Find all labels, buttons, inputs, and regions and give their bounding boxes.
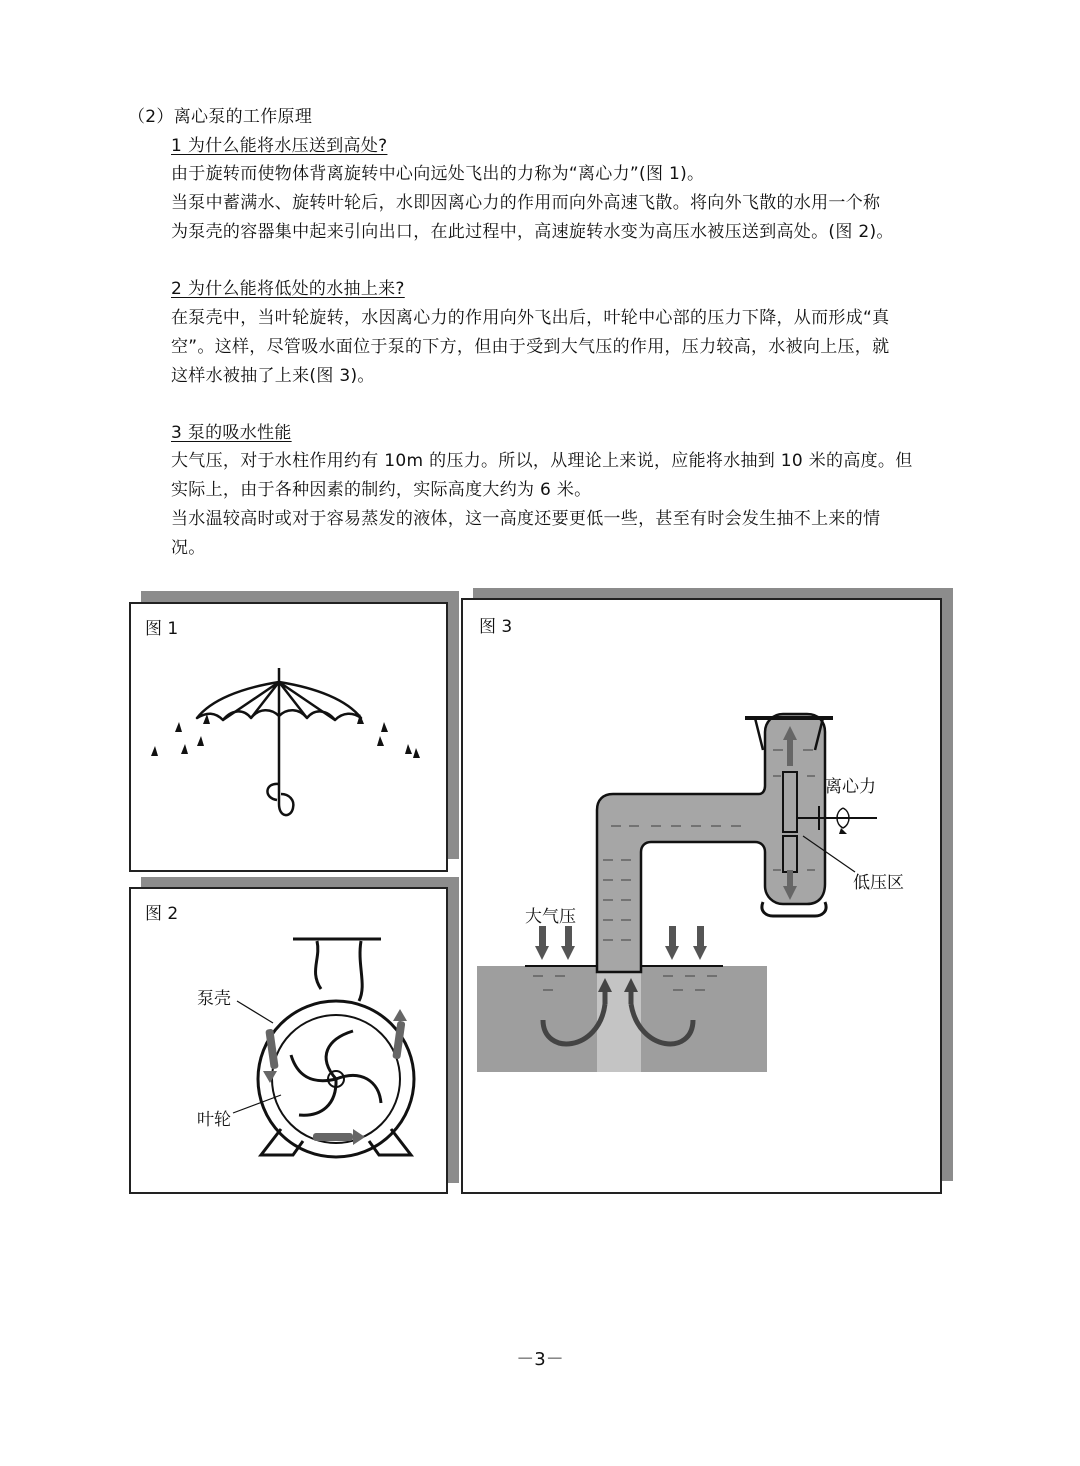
q3-line-1: 大气压，对于水柱作用约有 10m 的压力。所以，从理论上来说，应能将水抽到 10 米的高度。但 [171,451,913,471]
umbrella-illustration [131,604,446,870]
casing-label: 泵壳 [197,989,231,1009]
q2-line-3: 这样水被抽了上来(图 3)。 [171,366,375,386]
page-number: －3－ [516,1349,564,1370]
q1-line-2: 当泵中蓄满水、旋转叶轮后，水即因离心力的作用而向外高速飞散。将向外飞散的水用一个称 [171,193,881,213]
low-pressure-zone-label: 低压区 [853,873,904,893]
figure-1-panel [129,602,448,872]
figure-3-label: 图 3 [479,617,513,637]
q2-line-1: 在泵壳中，当叶轮旋转，水因离心力的作用向外飞出后，叶轮中心部的压力下降，从而形成“真 [171,308,890,328]
q1-line-1: 由于旋转而使物体背离旋转中心向远处飞出的力称为“离心力”(图 1)。 [171,164,705,184]
q3-line-4: 况。 [171,538,206,558]
pump-casing-illustration [131,889,446,1192]
impeller-label: 叶轮 [197,1110,231,1130]
question-2-title: 2 为什么能将低处的水抽上来? [171,279,405,299]
atmospheric-pressure-label: 大气压 [525,907,576,927]
q1-line-3: 为泵壳的容器集中起来引向出口，在此过程中，高速旋转水变为高压水被压送到高处。(图 2)。 [171,222,894,242]
question-3-title: 3 泵的吸水性能 [171,423,292,443]
figure-3-panel [461,598,942,1194]
q2-line-2: 空”。这样，尽管吸水面位于泵的下方，但由于受到大气压的作用，压力较高，水被向上压，就 [171,337,890,357]
suction-diagram [463,600,940,1192]
section-heading: （2）离心泵的工作原理 [128,107,313,127]
figure-2-label: 图 2 [145,904,179,924]
question-1-title: 1 为什么能将水压送到高处? [171,136,388,156]
centrifugal-force-label: 离心力 [825,777,876,797]
figure-2-panel [129,887,448,1194]
q3-line-3: 当水温较高时或对于容易蒸发的液体，这一高度还要更低一些，甚至有时会发生抽不上来的情 [171,509,881,529]
q3-line-2: 实际上，由于各种因素的制约，实际高度大约为 6 米。 [171,480,592,500]
figure-1-label: 图 1 [145,619,179,639]
